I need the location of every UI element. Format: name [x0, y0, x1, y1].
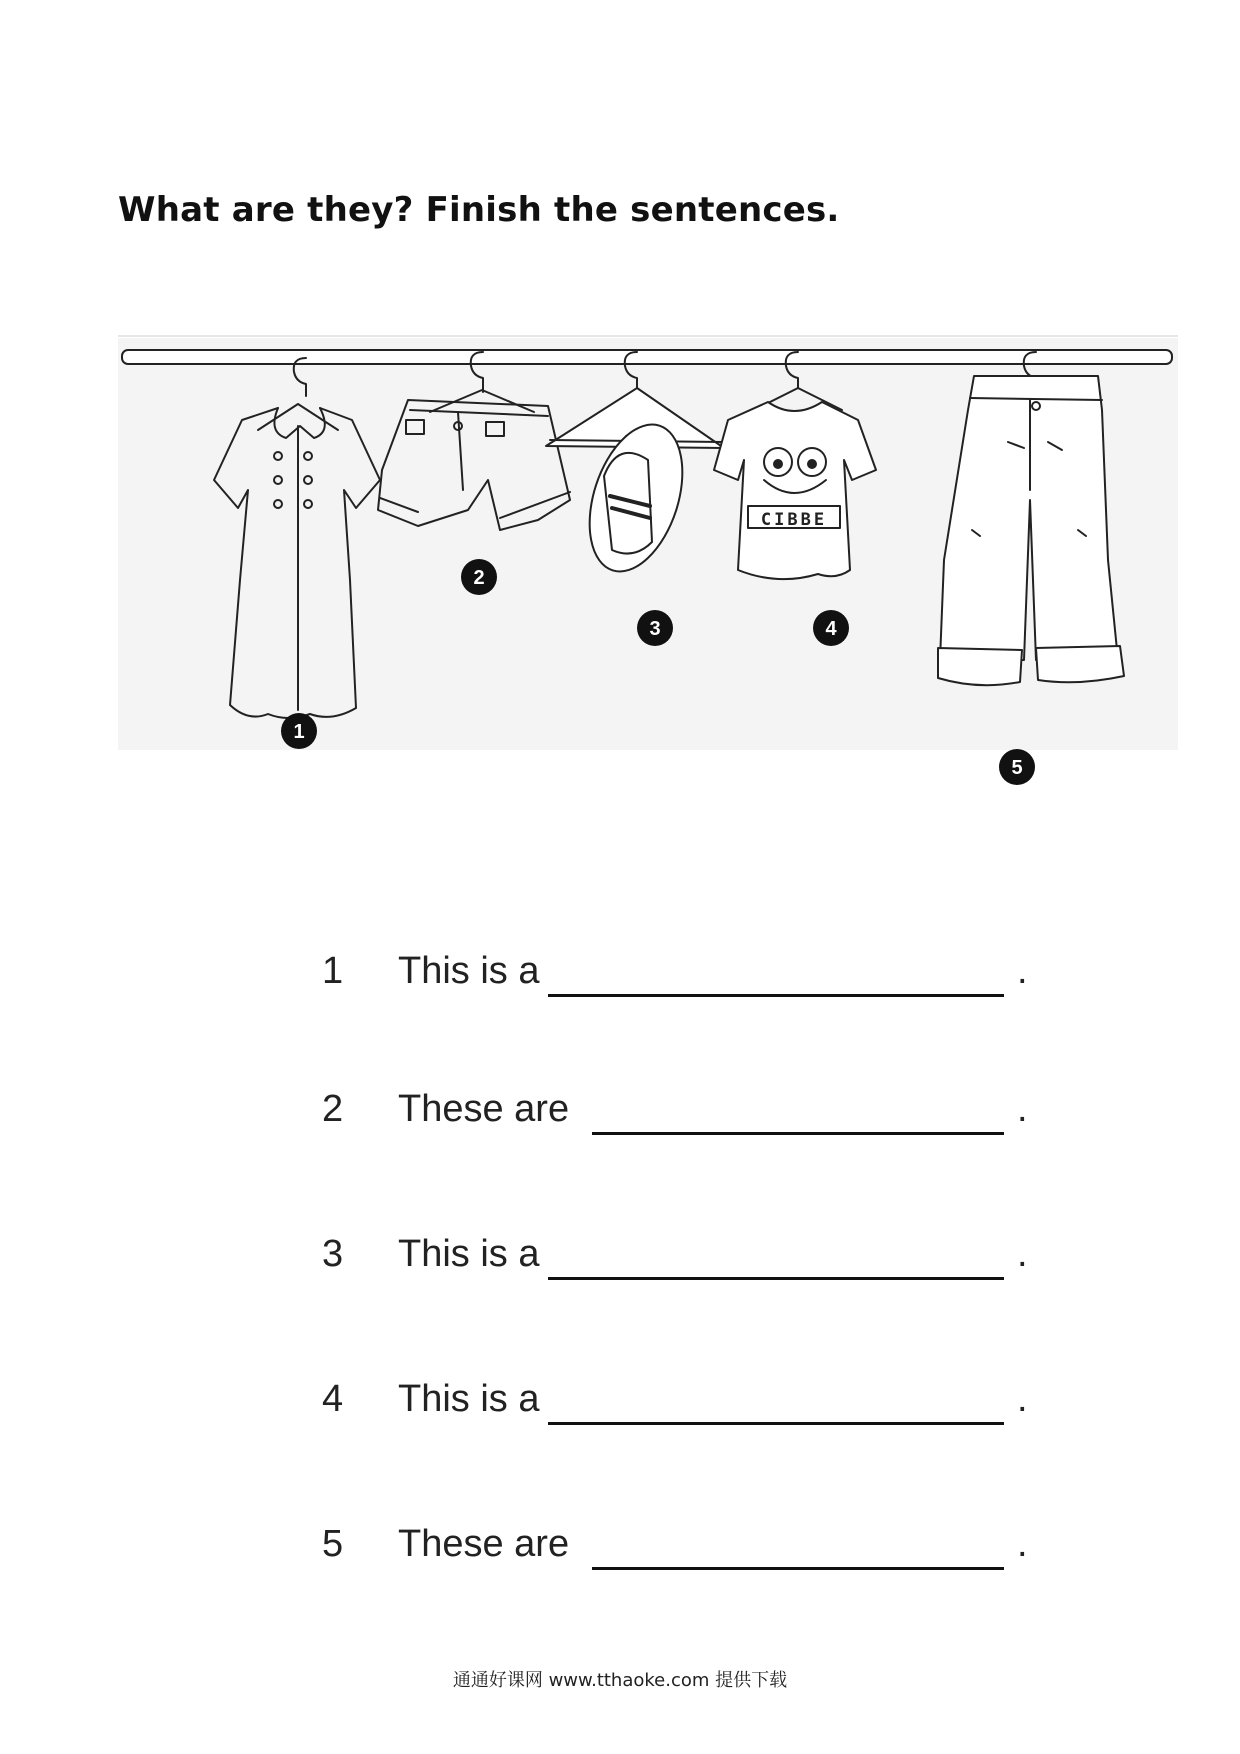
- number-badge-4: [813, 610, 849, 646]
- worksheet-title: What are they? Finish the sentences.: [118, 190, 840, 230]
- sentence-stem: This is a: [398, 950, 540, 992]
- number-badge-2: [461, 559, 497, 595]
- footer-credit: 通通好课网 www.tthaoke.com 提供下载: [452, 1670, 788, 1691]
- answer-blank[interactable]: [592, 1132, 1004, 1135]
- tshirt-print-text: CIBBE: [760, 510, 828, 530]
- sentence-3: [0, 1233, 1240, 1293]
- sentence-stem: These are: [398, 1523, 570, 1565]
- sentence-stem: This is a: [398, 1378, 540, 1420]
- sentence-stem: These are: [398, 1088, 570, 1130]
- sentence-1: [0, 950, 1240, 1010]
- answer-blank[interactable]: [592, 1567, 1004, 1570]
- svg-text:1: 1: [293, 721, 305, 743]
- clothes-rail: [122, 350, 1172, 364]
- sentence-number: 5: [322, 1523, 344, 1565]
- sentence-number: 2: [322, 1088, 344, 1130]
- sentence-period: .: [1017, 950, 1028, 992]
- sentence-number: 1: [322, 950, 344, 992]
- sentence-5: [0, 1523, 1240, 1583]
- sentence-period: .: [1017, 1378, 1028, 1420]
- svg-text:3: 3: [649, 618, 661, 640]
- answer-blank[interactable]: [548, 1277, 1004, 1280]
- number-badge-3: [637, 610, 673, 646]
- sentence-number: 4: [322, 1378, 344, 1420]
- sentence-number: 3: [322, 1233, 344, 1275]
- svg-text:4: 4: [825, 618, 837, 640]
- svg-text:2: 2: [473, 567, 485, 589]
- number-badge-1: [281, 713, 317, 749]
- sentence-2: [0, 1088, 1240, 1148]
- sentence-4: [0, 1378, 1240, 1438]
- sentence-stem: This is a: [398, 1233, 540, 1275]
- answer-blank[interactable]: [548, 1422, 1004, 1425]
- svg-text:5: 5: [1011, 757, 1023, 779]
- number-badge-5: [999, 749, 1035, 785]
- answer-blank[interactable]: [548, 994, 1004, 997]
- clothes-rack-illustration: [118, 330, 1190, 820]
- sentence-period: .: [1017, 1088, 1028, 1130]
- sentence-period: .: [1017, 1523, 1028, 1565]
- sentence-period: .: [1017, 1233, 1028, 1275]
